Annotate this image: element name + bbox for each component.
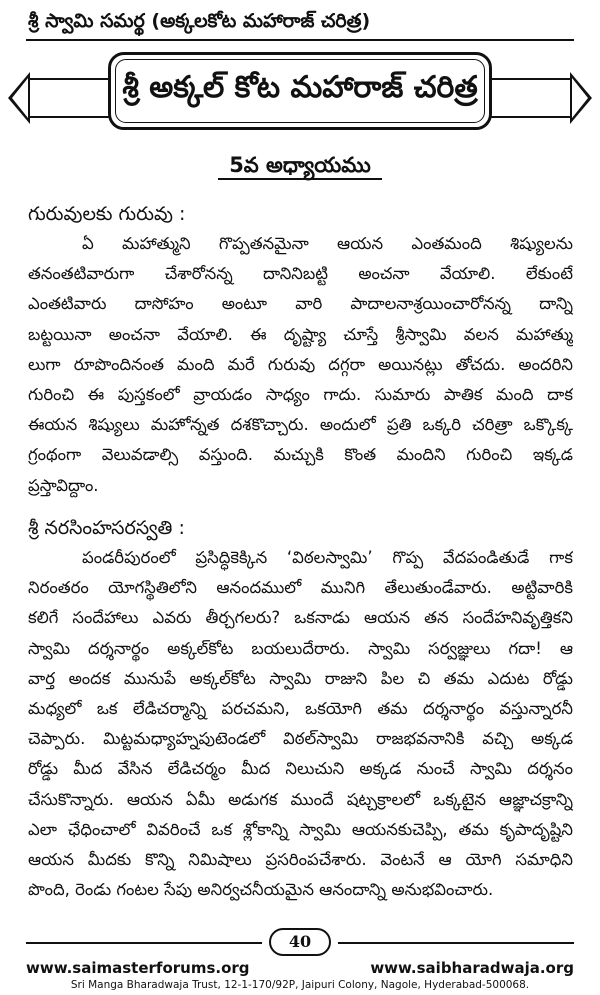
page-number: 40 [269, 928, 331, 956]
text-line: నిరంతరం యోగస్థితిలోని ఆనందములో మునిగి తేలుతుండేవారు. అట్టివారికి [28, 578, 573, 598]
text-line: ఎంతటివారు దాసోహం అంటూ వారి పాదాలనాశ్రయించారోనన్న దాన్ని [28, 294, 573, 314]
banner-right-point [570, 72, 592, 124]
text-line: బట్టయినా అంచనా వేయాలి. ఈ దృష్ట్యా చూస్తే శ్రీస్వామి వలన మహాత్ము [28, 324, 573, 344]
text-line: చేసుకొన్నారు. ఆయన ఏమీ అడుగక ముందే షట్చక్రాలలో ఒక్కటైన ఆజ్ఞాచక్రాన్ని [28, 789, 573, 809]
text-line: చెప్పారు. మిట్టమధ్యాహ్నపుటెండలో విఠల్‌స్వామి రాజభవనానికి వచ్చి అక్కడ [28, 729, 573, 749]
chapter-underline [218, 178, 382, 180]
title-frame [108, 52, 492, 130]
book-title: శ్రీ అక్కల్ కోట మహారాజ్ చరిత్ర [122, 70, 478, 105]
text-line: స్వామి దర్శనార్థం అక్కల్‌కోట బయలుదేరారు. స్వామి సర్వజ్ఞులు గదా! ఆ [28, 638, 573, 658]
text-line: తనంతటివారుగా చేశారోనన్న దానినిబట్టి అంచనా వేయాలి. లేకుంటే [28, 264, 573, 284]
text-line: గ్రంథంగా వెలువడాల్సి వస్తుంది. మచ్చుకి కొంత మందిని గురించి ఇక్కడ [28, 445, 573, 465]
website-link-left: www.saimasterforums.org [26, 959, 250, 977]
chapter-heading: 5వ అధ్యాయము [229, 153, 371, 177]
section-paragraph [28, 229, 573, 501]
running-head: శ్రీ స్వామి సమర్థ (అక్కలకోట మహారాజ్ చరిత్ర) [28, 10, 371, 32]
text-line: మధ్యలో ఒక లేడిచర్మాన్ని పరచమని, ఒకయోగి తమ దర్శనార్థం వస్తున్నారనీ [28, 698, 573, 718]
text-line: వార్త అందక మునుపే అక్కల్‌కోట స్వామి రాజుని పిల చి తమ ఎదుట రోడ్డు [28, 668, 573, 688]
footer-rule-right [338, 942, 574, 944]
section-paragraph [28, 543, 573, 905]
trust-address: Sri Manga Bharadwaja Trust, 12-1-170/92P, Jaipuri Colony, Nagole, Hyderabad-500068. [70, 979, 530, 991]
text-line: పండరీపురంలో ప్రసిద్ధికెక్కిన ‘విఠలస్వామి’ గొప్ప వేదపండితుడే గాక [82, 548, 573, 567]
text-line: ఎలా ఛేధించాలో వివరించే ఒక శ్లోకాన్ని స్వామి ఆయనకుచెప్పి, తమ కృపాదృష్టిని [28, 819, 573, 839]
website-link-right: www.saibharadwaja.org [370, 959, 574, 977]
header-rule [26, 39, 574, 41]
section-heading: గురువులకు గురువు : [28, 203, 186, 225]
section-heading: శ్రీ నరసింహసరస్వతి : [28, 517, 185, 539]
text-line: గురించి ఈ పుస్తకంలో వ్రాయడం సాధ్యం గాదు. సుమారు పాతిక మంది దాక [28, 384, 573, 404]
text-line: రోడ్డు మీద వేసిన లేడిచర్మం మీద నిలుచుని అక్కడ నుంచే స్వామి దర్శనం [28, 759, 573, 779]
text-line: ఈయన శిష్యులు మహోన్నత దశకొచ్చారు. అందులో ప్రతి ఒక్కరి చరిత్రా ఒక్కొక్క [28, 415, 573, 435]
text-line: ప్రస్తావిద్దాం. [28, 475, 99, 495]
text-line: పొంది, రెండు గంటల సేపు అనిర్వచనీయమైన ఆనందాన్ని అనుభవించారు. [28, 880, 494, 900]
text-line: ఆయన మీదకు కొన్ని నిమిషాలు ప్రసరింపచేశారు. వెంటనే ఆ యోగి సమాధిని [28, 849, 573, 869]
text-line: లుగా రూపొందినంత మంది మరే గురువు దగ్గరా అయినట్లు తోచదు. అందరిని [28, 354, 573, 374]
banner-left-point [8, 72, 30, 124]
text-line: కలిగే సందేహాలు ఎవరు తీర్చగలరు? ఒకనాడు ఆయన తన సందేహనివృత్తికని [28, 608, 573, 628]
text-line: ఏ మహాత్ముని గొప్పతనమైనా ఆయన ఎంతమంది శిష్యులను [82, 234, 573, 253]
footer-rule-left [26, 942, 262, 944]
